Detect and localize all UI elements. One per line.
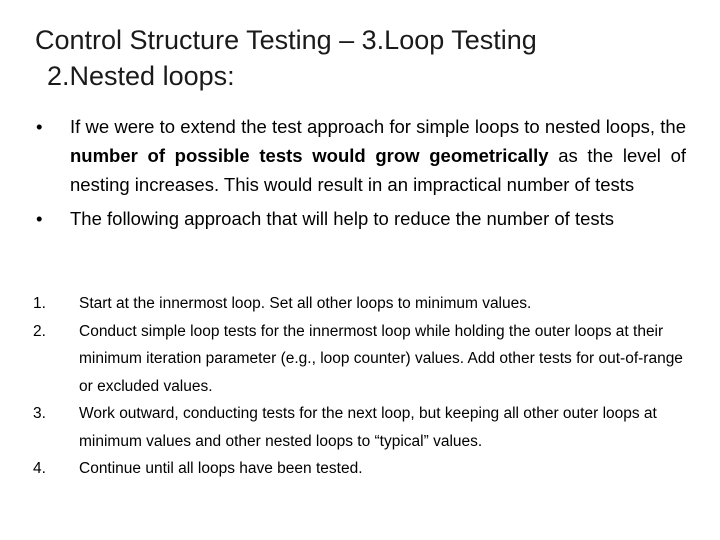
step-number: 2. [33,322,46,340]
bullet-item [36,112,686,199]
step-number: 1. [33,295,46,312]
bullet-text: The following approach that will help to reduce the number of tests [70,208,615,229]
bullet-dot-icon: • [36,116,43,137]
title-line-2: 2.Nested loops: [47,61,235,91]
slide-title [35,22,695,94]
bullet-text-bold: number of possible tests would grow geometrically [70,145,549,166]
step-text: Conduct simple loop tests for the innermost loop while holding the outer loops at their minimum iteration parameter (e.g., loop counter) values. Add other tests for out-of-range or excluded values. [79,322,683,395]
bullet-text: If we were to extend the test approach for simple loops to nested loops, the [70,116,686,137]
step-item [33,400,693,455]
bullet-dot-icon: • [36,208,43,229]
step-item [33,455,693,483]
numbered-steps-list [33,290,693,483]
step-text: Start at the innermost loop. Set all other loops to minimum values. [79,295,532,312]
step-number: 4. [33,460,46,477]
step-text: Work outward, conducting tests for the next loop, but keeping all other outer loops at minimum values and other nested loops to “typical” values. [79,405,657,450]
bullet-item [36,204,686,233]
step-item [33,290,693,318]
bullet-list [36,112,686,238]
bullet-text: as the level of nesting increases. This would result in an impractical number of tests [70,145,686,195]
step-text: Continue until all loops have been tested. [79,460,363,477]
title-line-1: Control Structure Testing – 3.Loop Testing [35,25,537,55]
step-item [33,318,693,401]
step-number: 3. [33,405,46,422]
